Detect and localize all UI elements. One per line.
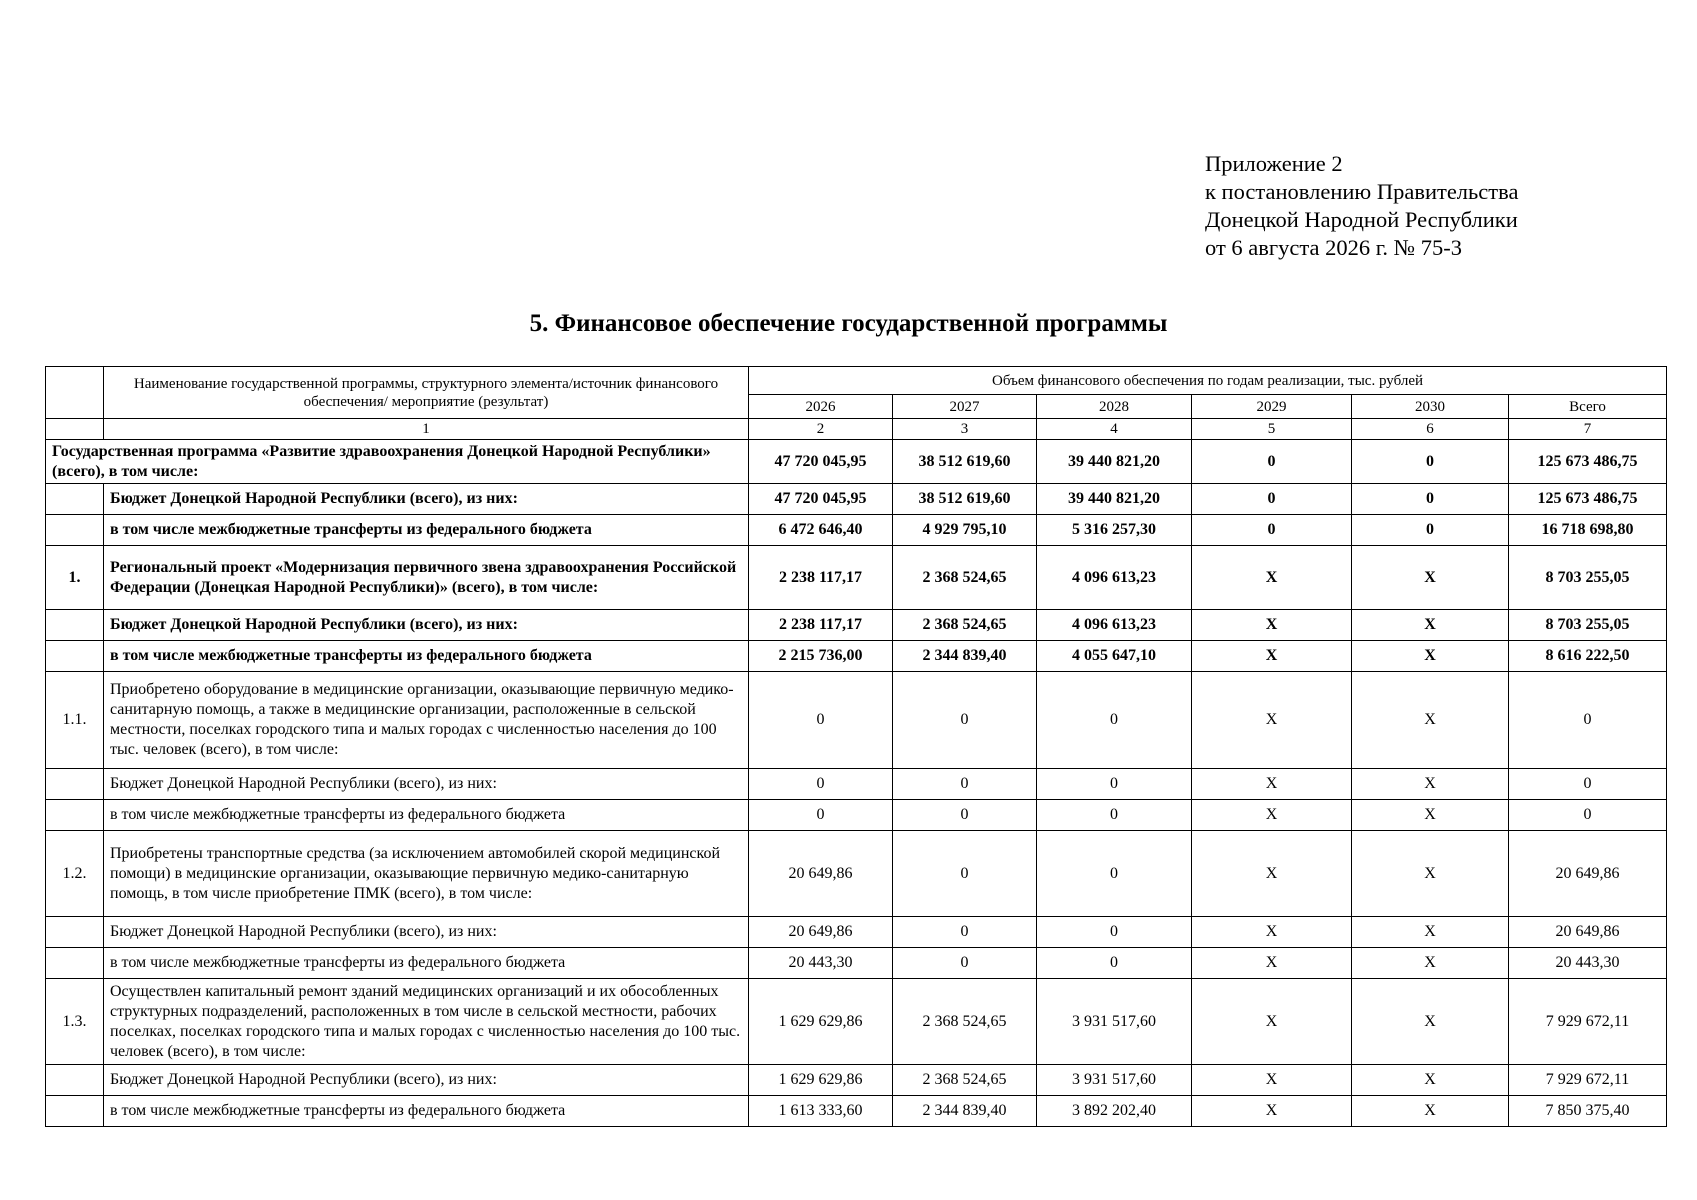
row-name: Бюджет Донецкой Народной Республики (всего), из них: (104, 769, 749, 800)
row-value-2027: 2 368 524,65 (893, 610, 1037, 641)
row-value-2030: X (1352, 672, 1509, 769)
row-value-total: 20 649,86 (1509, 831, 1667, 917)
row-number (46, 610, 104, 641)
row-number (46, 1096, 104, 1127)
row-number (46, 769, 104, 800)
appendix-line: к постановлению Правительства (1205, 179, 1519, 204)
column-number: 5 (1192, 419, 1352, 440)
column-number: 2 (749, 419, 893, 440)
row-value-2026: 1 613 333,60 (749, 1096, 893, 1127)
row-name: Бюджет Донецкой Народной Республики (всего), из них: (104, 1065, 749, 1096)
row-value-2030: X (1352, 831, 1509, 917)
row-value-2026: 0 (749, 769, 893, 800)
row-value-2027: 38 512 619,60 (893, 440, 1037, 484)
row-value-2028: 0 (1037, 672, 1192, 769)
row-value-2027: 2 368 524,65 (893, 1065, 1037, 1096)
row-value-2027: 0 (893, 800, 1037, 831)
row-value-2030: X (1352, 979, 1509, 1065)
row-value-total: 125 673 486,75 (1509, 484, 1667, 515)
row-value-total: 125 673 486,75 (1509, 440, 1667, 484)
row-value-2027: 2 368 524,65 (893, 546, 1037, 610)
table-row (46, 979, 1667, 1065)
row-value-total: 8 703 255,05 (1509, 610, 1667, 641)
header-year: 2026 (749, 395, 893, 419)
row-value-2029: 0 (1192, 440, 1352, 484)
row-value-2028: 4 055 647,10 (1037, 641, 1192, 672)
row-value-2029: 0 (1192, 515, 1352, 546)
row-value-2030: X (1352, 1096, 1509, 1127)
column-number: 1 (104, 419, 749, 440)
row-number: 1.3. (46, 979, 104, 1065)
financing-table (45, 366, 1667, 1127)
header-total: Всего (1509, 395, 1667, 419)
row-value-2029: X (1192, 800, 1352, 831)
row-value-total: 0 (1509, 800, 1667, 831)
row-value-2029: X (1192, 979, 1352, 1065)
row-name: Приобретены транспортные средства (за исключением автомобилей скорой медицинской помощи) в медицинские организации, оказывающие первичную медико-санитарную помощь, в том числе приобретение ПМК (всего), в том числе: (104, 831, 749, 917)
row-value-2030: X (1352, 641, 1509, 672)
row-value-2027: 4 929 795,10 (893, 515, 1037, 546)
row-name: Осуществлен капитальный ремонт зданий медицинских организаций и их обособленных структурных подразделений, расположенных в том числе в сельской местности, рабочих поселках, поселках городского типа и малых городах с численностью населения до 100 тыс. человек (всего), в том числе: (104, 979, 749, 1065)
row-value-2026: 2 238 117,17 (749, 610, 893, 641)
row-value-total: 7 929 672,11 (1509, 1065, 1667, 1096)
row-value-2027: 2 344 839,40 (893, 1096, 1037, 1127)
row-number (46, 917, 104, 948)
row-value-2029: X (1192, 546, 1352, 610)
table-row (46, 948, 1667, 979)
row-value-2029: X (1192, 948, 1352, 979)
column-number: 4 (1037, 419, 1192, 440)
table-row (46, 641, 1667, 672)
row-value-2028: 4 096 613,23 (1037, 546, 1192, 610)
row-name: Государственная программа «Развитие здравоохранения Донецкой Народной Республики» (всего), в том числе: (46, 440, 749, 484)
header-number-empty (46, 419, 104, 440)
row-value-total: 20 649,86 (1509, 917, 1667, 948)
row-name: в том числе межбюджетные трансферты из федерального бюджета (104, 1096, 749, 1127)
row-value-2028: 39 440 821,20 (1037, 440, 1192, 484)
row-value-total: 7 929 672,11 (1509, 979, 1667, 1065)
row-value-2029: X (1192, 1065, 1352, 1096)
row-value-2028: 3 892 202,40 (1037, 1096, 1192, 1127)
table-row (46, 917, 1667, 948)
row-value-2028: 0 (1037, 769, 1192, 800)
row-value-2026: 2 215 736,00 (749, 641, 893, 672)
document-title: 5. Финансовое обеспечение государственной программы (529, 310, 1168, 337)
row-value-total: 0 (1509, 769, 1667, 800)
row-value-2030: X (1352, 769, 1509, 800)
table-row (46, 610, 1667, 641)
row-number: 1. (46, 546, 104, 610)
header-empty-cell (46, 367, 104, 419)
row-number (46, 948, 104, 979)
row-value-2028: 39 440 821,20 (1037, 484, 1192, 515)
row-value-total: 8 616 222,50 (1509, 641, 1667, 672)
row-value-2029: X (1192, 769, 1352, 800)
column-number: 7 (1509, 419, 1667, 440)
row-value-2030: 0 (1352, 484, 1509, 515)
row-value-2028: 4 096 613,23 (1037, 610, 1192, 641)
row-value-2027: 0 (893, 831, 1037, 917)
row-value-total: 0 (1509, 672, 1667, 769)
row-value-2029: X (1192, 917, 1352, 948)
row-number (46, 641, 104, 672)
row-value-2030: X (1352, 1065, 1509, 1096)
row-value-2029: X (1192, 610, 1352, 641)
row-value-2029: X (1192, 831, 1352, 917)
row-value-2030: X (1352, 917, 1509, 948)
row-value-2026: 47 720 045,95 (749, 440, 893, 484)
row-name: в том числе межбюджетные трансферты из федерального бюджета (104, 948, 749, 979)
row-value-2026: 1 629 629,86 (749, 979, 893, 1065)
row-name: Региональный проект «Модернизация первичного звена здравоохранения Российской Федерации (Донецкая Народной Республики)» (всего), в том числе: (104, 546, 749, 610)
row-value-2026: 2 238 117,17 (749, 546, 893, 610)
table-row (46, 672, 1667, 769)
row-number (46, 1065, 104, 1096)
row-value-2029: X (1192, 672, 1352, 769)
row-value-2027: 0 (893, 769, 1037, 800)
row-name: Приобретено оборудование в медицинские организации, оказывающие первичную медико-санитарную помощь, а также в медицинские организации, расположенные в сельской местности, поселках городского типа и малых городах с численностью населения до 100 тыс. человек (всего), в том числе: (104, 672, 749, 769)
row-value-2028: 0 (1037, 831, 1192, 917)
row-value-total: 8 703 255,05 (1509, 546, 1667, 610)
header-year: 2028 (1037, 395, 1192, 419)
table-row (46, 484, 1667, 515)
appendix-line: Донецкой Народной Республики (1205, 207, 1518, 232)
row-value-2028: 0 (1037, 917, 1192, 948)
row-name: в том числе межбюджетные трансферты из федерального бюджета (104, 641, 749, 672)
column-number: 3 (893, 419, 1037, 440)
row-name: в том числе межбюджетные трансферты из федерального бюджета (104, 800, 749, 831)
header-volume-column: Объем финансового обеспечения по годам реализации, тыс. рублей (749, 367, 1667, 395)
row-value-total: 7 850 375,40 (1509, 1096, 1667, 1127)
row-value-2026: 47 720 045,95 (749, 484, 893, 515)
row-value-2027: 0 (893, 917, 1037, 948)
row-value-2026: 20 649,86 (749, 917, 893, 948)
row-value-2030: X (1352, 948, 1509, 979)
row-value-2026: 20 649,86 (749, 831, 893, 917)
row-value-2030: X (1352, 610, 1509, 641)
table-row (46, 440, 1667, 484)
table-row (46, 1096, 1667, 1127)
row-value-2028: 0 (1037, 800, 1192, 831)
appendix-line: Приложение 2 (1205, 151, 1343, 176)
row-value-2029: 0 (1192, 484, 1352, 515)
row-value-2030: 0 (1352, 515, 1509, 546)
row-name: в том числе межбюджетные трансферты из федерального бюджета (104, 515, 749, 546)
appendix-line: от 6 августа 2026 г. № 75-3 (1205, 235, 1462, 260)
table-row (46, 800, 1667, 831)
header-year: 2030 (1352, 395, 1509, 419)
appendix-block (1205, 150, 1518, 262)
row-value-total: 16 718 698,80 (1509, 515, 1667, 546)
table-row (46, 515, 1667, 546)
table-row (46, 831, 1667, 917)
table-row (46, 1065, 1667, 1096)
row-value-2027: 0 (893, 672, 1037, 769)
row-value-2026: 20 443,30 (749, 948, 893, 979)
table-row (46, 546, 1667, 610)
row-value-2028: 5 316 257,30 (1037, 515, 1192, 546)
row-number (46, 484, 104, 515)
row-value-2028: 3 931 517,60 (1037, 979, 1192, 1065)
row-name: Бюджет Донецкой Народной Республики (всего), из них: (104, 917, 749, 948)
row-value-2030: X (1352, 546, 1509, 610)
row-value-2027: 2 368 524,65 (893, 979, 1037, 1065)
header-year: 2029 (1192, 395, 1352, 419)
row-value-total: 20 443,30 (1509, 948, 1667, 979)
row-value-2026: 6 472 646,40 (749, 515, 893, 546)
row-value-2028: 3 931 517,60 (1037, 1065, 1192, 1096)
row-value-2030: X (1352, 800, 1509, 831)
row-number (46, 515, 104, 546)
row-value-2030: 0 (1352, 440, 1509, 484)
row-value-2027: 38 512 619,60 (893, 484, 1037, 515)
row-value-2027: 2 344 839,40 (893, 641, 1037, 672)
table-row (46, 769, 1667, 800)
row-value-2028: 0 (1037, 948, 1192, 979)
row-value-2027: 0 (893, 948, 1037, 979)
row-name: Бюджет Донецкой Народной Республики (всего), из них: (104, 484, 749, 515)
row-value-2029: X (1192, 641, 1352, 672)
header-year: 2027 (893, 395, 1037, 419)
row-name: Бюджет Донецкой Народной Республики (всего), из них: (104, 610, 749, 641)
row-number: 1.1. (46, 672, 104, 769)
row-number (46, 800, 104, 831)
column-number: 6 (1352, 419, 1509, 440)
row-value-2029: X (1192, 1096, 1352, 1127)
row-value-2026: 0 (749, 800, 893, 831)
row-value-2026: 1 629 629,86 (749, 1065, 893, 1096)
header-name-column: Наименование государственной программы, структурного элемента/источник финансового обеспечения/ мероприятие (результат) (104, 367, 749, 419)
row-number: 1.2. (46, 831, 104, 917)
row-value-2026: 0 (749, 672, 893, 769)
